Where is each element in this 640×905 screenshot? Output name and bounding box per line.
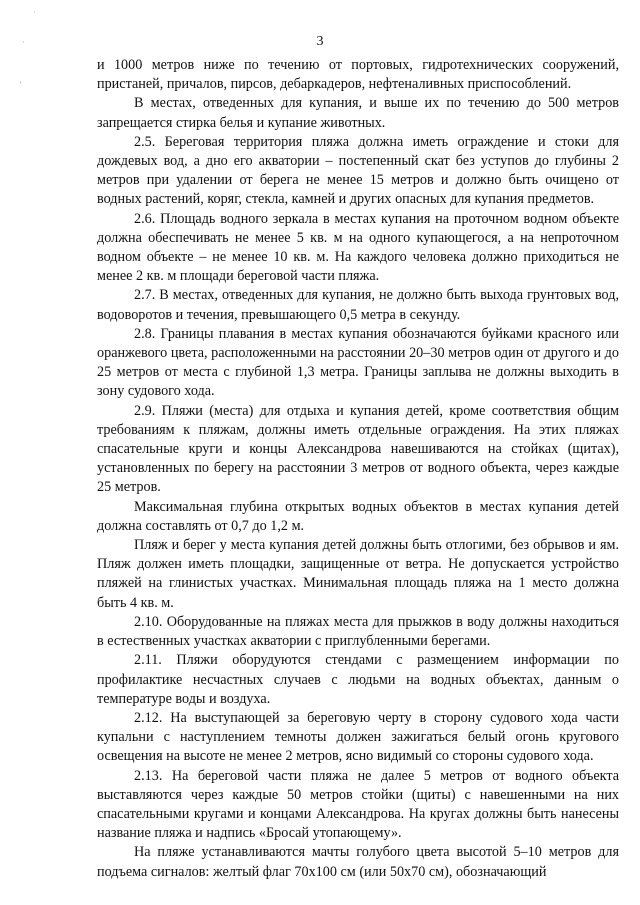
scan-mark: ' [20,80,22,89]
paragraph: 2.6. Площадь водного зеркала в местах купания на проточном водном объекте должна обеспечивать не менее 5 кв. м на одного купающегося, а на непроточном водном объекте – не менее 10 кв. м. На каждого человека должно приходиться не менее 2 кв. м площади береговой части пляжа. [97,210,619,285]
paragraph: Пляж и берег у места купания детей должны быть отлогими, без обрывов и ям. Пляж должен иметь площадки, защищенные от ветра. Не допускается устройство пляжей на глинистых участках. Минимальная площадь пляжа на 1 место должна быть 4 кв. м. [97,537,619,611]
paragraph: 2.5. Береговая территория пляжа должна иметь ограждение и стоки для дождевых вод, а дно его акватории – постепенный скат без уступов до глубины 2 метров при удалении от берега не менее 15 метров и должно быть очищено от водных растений, коряг, стекла, камней и других опасных для купания предметов. [97,133,619,208]
paragraph: и 1000 метров ниже по течению от портовых, гидротехнических сооружений, пристаней, причалов, пирсов, дебаркадеров, нефтеналивных приспособлений. [97,57,619,93]
paragraph: В местах, отведенных для купания, и выше их по течению до 500 метров запрещается стирка белья и купание животных. [97,95,619,131]
paragraph: 2.9. Пляжи (места) для отдыха и купания детей, кроме соответствия общим требованиям к пляжам, должны иметь отдельные ограждения. На этих пляжах спасательные круги и концы Александрова навешиваются на стойках (щитах), установленных по берегу на расстоянии 3 метров от водного объекта, через каждые 25 метров. [97,402,619,496]
paragraph: 2.13. На береговой части пляжа не далее 5 метров от водного объекта выставляются через каждые 50 метров стойки (щиты) с навешенными на них спасательными кругами и концами Александрова. На кругах должны быть нанесены название пляжа и надпись «Бросай утопающему». [97,767,619,842]
paragraph: Максимальная глубина открытых водных объектов в местах купания детей должна составлять от 0,7 до 1,2 м. [97,498,619,534]
paragraph: 2.8. Границы плавания в местах купания обозначаются буйками красного или оранжевого цвета, расположенными на расстоянии 20–30 метров один от другого и до 25 метров от места с глубиной 1,3 метра. Границы заплыва не должны выходить в зону судового хода. [97,325,619,400]
page-number: 3 [316,34,324,49]
scan-mark: ˙ [33,10,36,19]
paragraph: На пляже устанавливаются мачты голубого цвета высотой 5–10 метров для подъема сигналов: желтый флаг 70х100 см (или 50х70 см), обозначающий [97,844,619,880]
scan-mark: · [22,38,25,47]
document-body [97,56,619,882]
paragraph: 2.7. В местах, отведенных для купания, не должно быть выхода грунтовых вод, водоворотов и течения, превышающего 0,5 метра в секунду. [97,287,619,323]
paragraph: 2.10. Оборудованные на пляжах места для прыжков в воду должны находиться в естественных участках акватории с приглубленными берегами. [97,613,619,650]
paragraph: 2.11. Пляжи оборудуются стендами с размещением информации по профилактике несчастных случаев с людьми на водных объектах, данным о температуре воды и воздуха. [97,652,619,707]
paragraph: 2.12. На выступающей за береговую черту в сторону судового хода части купальни с наступлением темноты должен зажигаться белый огонь кругового освещения на высоте не менее 2 метров, ясно видимый со стороны судового хода. [97,709,619,765]
